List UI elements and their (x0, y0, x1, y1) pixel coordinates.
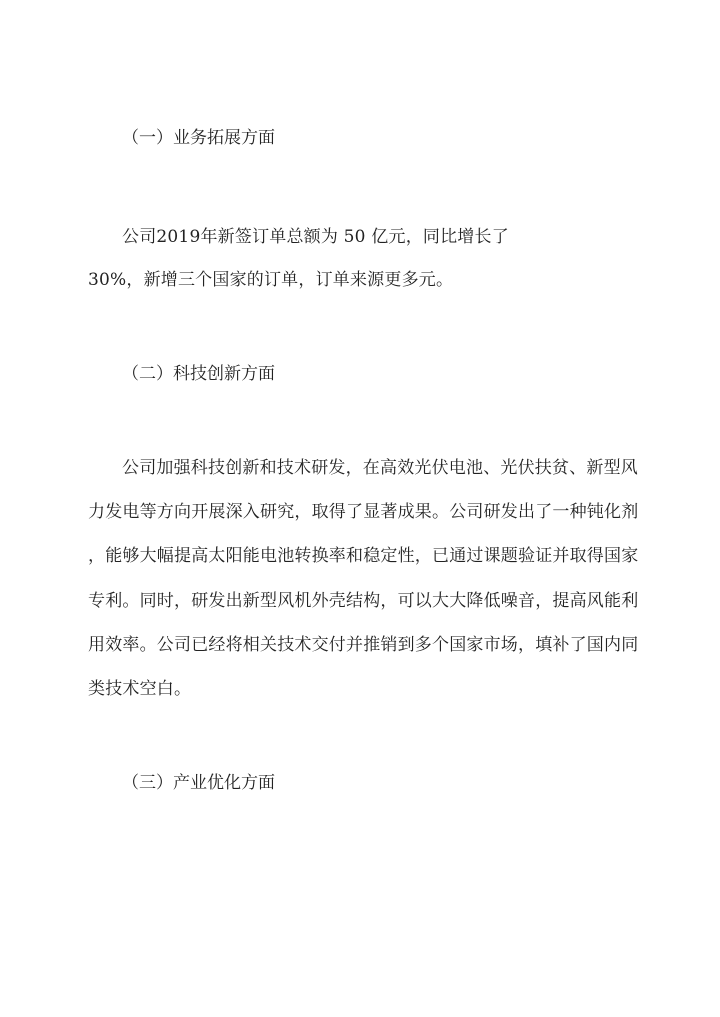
paragraph-line: 类技术空白。 (88, 679, 192, 699)
paragraph-line: 用效率。公司已经将相关技术交付并推销到多个国家市场，填补了国内同 (88, 635, 639, 655)
paragraph-line: 专利。同时，研发出新型风机外壳结构，可以大大降低噪音，提高风能利 (88, 591, 639, 611)
section-1-heading: （一）业务拓展方面 (122, 128, 275, 148)
paragraph-line: ，能够大幅提高太阳能电池转换率和稳定性，已通过课题验证并取得国家 (88, 546, 639, 566)
paragraph-line: 公司加强科技创新和技术研发，在高效光伏电池、光伏扶贫、新型风 (122, 458, 638, 478)
section-2-heading: （二）科技创新方面 (122, 364, 275, 384)
paragraph-line: 力发电等方向开展深入研究，取得了显著成果。公司研发出了一种钝化剂 (88, 502, 639, 522)
section-3-heading: （三）产业优化方面 (122, 773, 275, 793)
paragraph-line: 30%，新增三个国家的订单，订单来源更多元。 (88, 270, 454, 290)
paragraph-line: 公司2019年新签订单总额为 50 亿元，同比增长了 (122, 227, 509, 247)
